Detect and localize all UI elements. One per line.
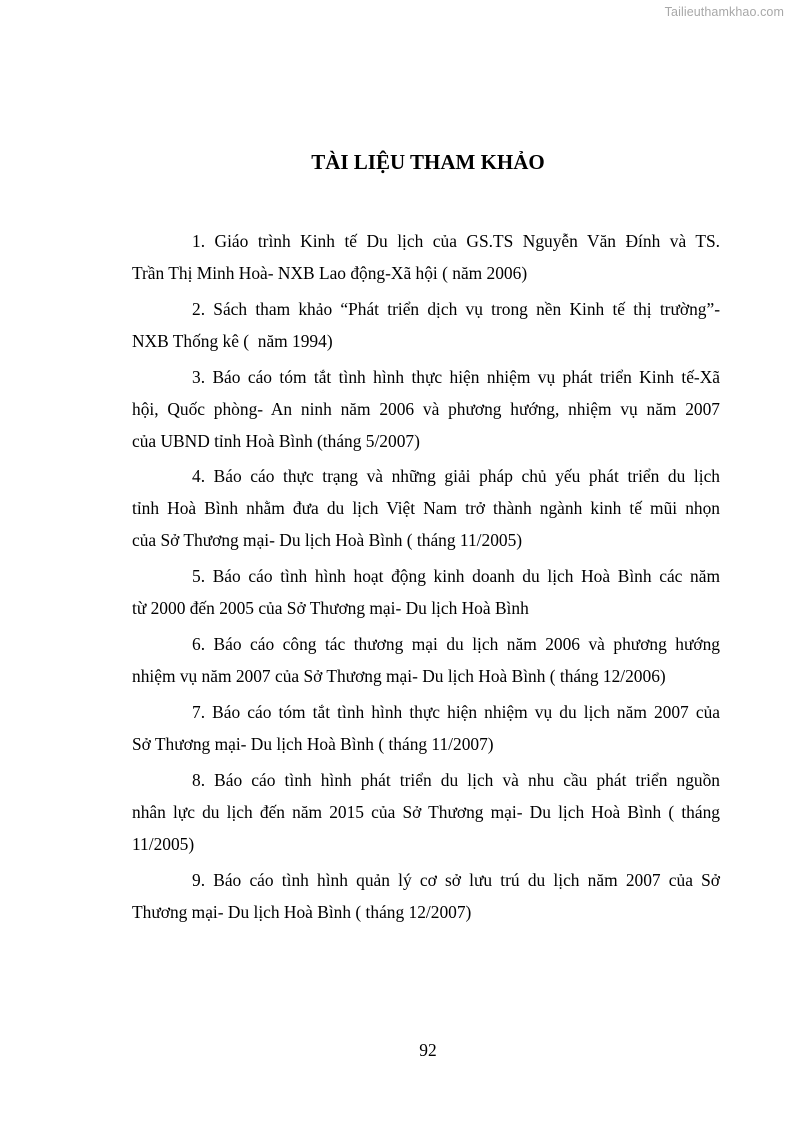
reference-line: Sở Thương mại- Du lịch Hoà Bình ( tháng 11/2007) <box>132 734 494 754</box>
reference-line: Thương mại- Du lịch Hoà Bình ( tháng 12/2007) <box>132 902 472 922</box>
reference-item <box>132 460 720 556</box>
reference-item <box>132 764 720 860</box>
reference-line: nhiệm vụ năm 2007 của Sở Thương mại- Du lịch Hoà Bình ( tháng 12/2006) <box>132 666 666 686</box>
reference-line: Trần Thị Minh Hoà- NXB Lao động-Xã hội ( năm 2006) <box>132 263 528 283</box>
reference-line: của Sở Thương mại- Du lịch Hoà Bình ( tháng 11/2005) <box>132 530 523 550</box>
reference-item <box>132 560 720 624</box>
reference-line: hội, Quốc phòng- An ninh năm 2006 và phương hướng, nhiệm vụ năm 2007 <box>132 399 720 419</box>
watermark: Tailieuthamkhao.com <box>664 5 784 19</box>
reference-item <box>132 864 720 928</box>
reference-item <box>132 628 720 692</box>
reference-line: 9. Báo cáo tình hình quản lý cơ sở lưu trú du lịch năm 2007 của Sở <box>192 870 720 890</box>
reference-line: 8. Báo cáo tình hình phát triển du lịch và nhu cầu phát triển nguồn <box>192 770 720 790</box>
reference-line: 4. Báo cáo thực trạng và những giải pháp chủ yếu phát triển du lịch <box>192 466 720 486</box>
reference-line: của UBND tỉnh Hoà Bình (tháng 5/2007) <box>132 431 420 451</box>
reference-item <box>132 696 720 760</box>
reference-line: 3. Báo cáo tóm tắt tình hình thực hiện nhiệm vụ phát triển Kinh tế-Xã <box>192 367 720 387</box>
reference-item <box>132 361 720 457</box>
reference-line: 6. Báo cáo công tác thương mại du lịch năm 2006 và phương hướng <box>192 634 720 654</box>
reference-line: 1. Giáo trình Kinh tế Du lịch của GS.TS Nguyễn Văn Đính và TS. <box>192 231 720 251</box>
reference-line: 11/2005) <box>132 834 195 854</box>
reference-line: tỉnh Hoà Bình nhằm đưa du lịch Việt Nam trở thành ngành kinh tế mũi nhọn <box>132 498 720 518</box>
reference-line: 7. Báo cáo tóm tắt tình hình thực hiện nhiệm vụ du lịch năm 2007 của <box>192 702 720 722</box>
reference-line: từ 2000 đến 2005 của Sở Thương mại- Du lịch Hoà Bình <box>132 598 529 618</box>
reference-line: NXB Thống kê ( năm 1994) <box>132 331 333 351</box>
reference-line: 5. Báo cáo tình hình hoạt động kinh doanh du lịch Hoà Bình các năm <box>192 566 720 586</box>
reference-line: 2. Sách tham khảo “Phát triển dịch vụ trong nền Kinh tế thị trường”- <box>192 299 720 319</box>
page-title: TÀI LIỆU THAM KHẢO <box>311 150 545 174</box>
page-number: 92 <box>419 1040 437 1060</box>
reference-line: nhân lực du lịch đến năm 2015 của Sở Thương mại- Du lịch Hoà Bình ( tháng <box>132 802 720 822</box>
reference-item <box>132 225 720 289</box>
reference-item <box>132 293 720 357</box>
